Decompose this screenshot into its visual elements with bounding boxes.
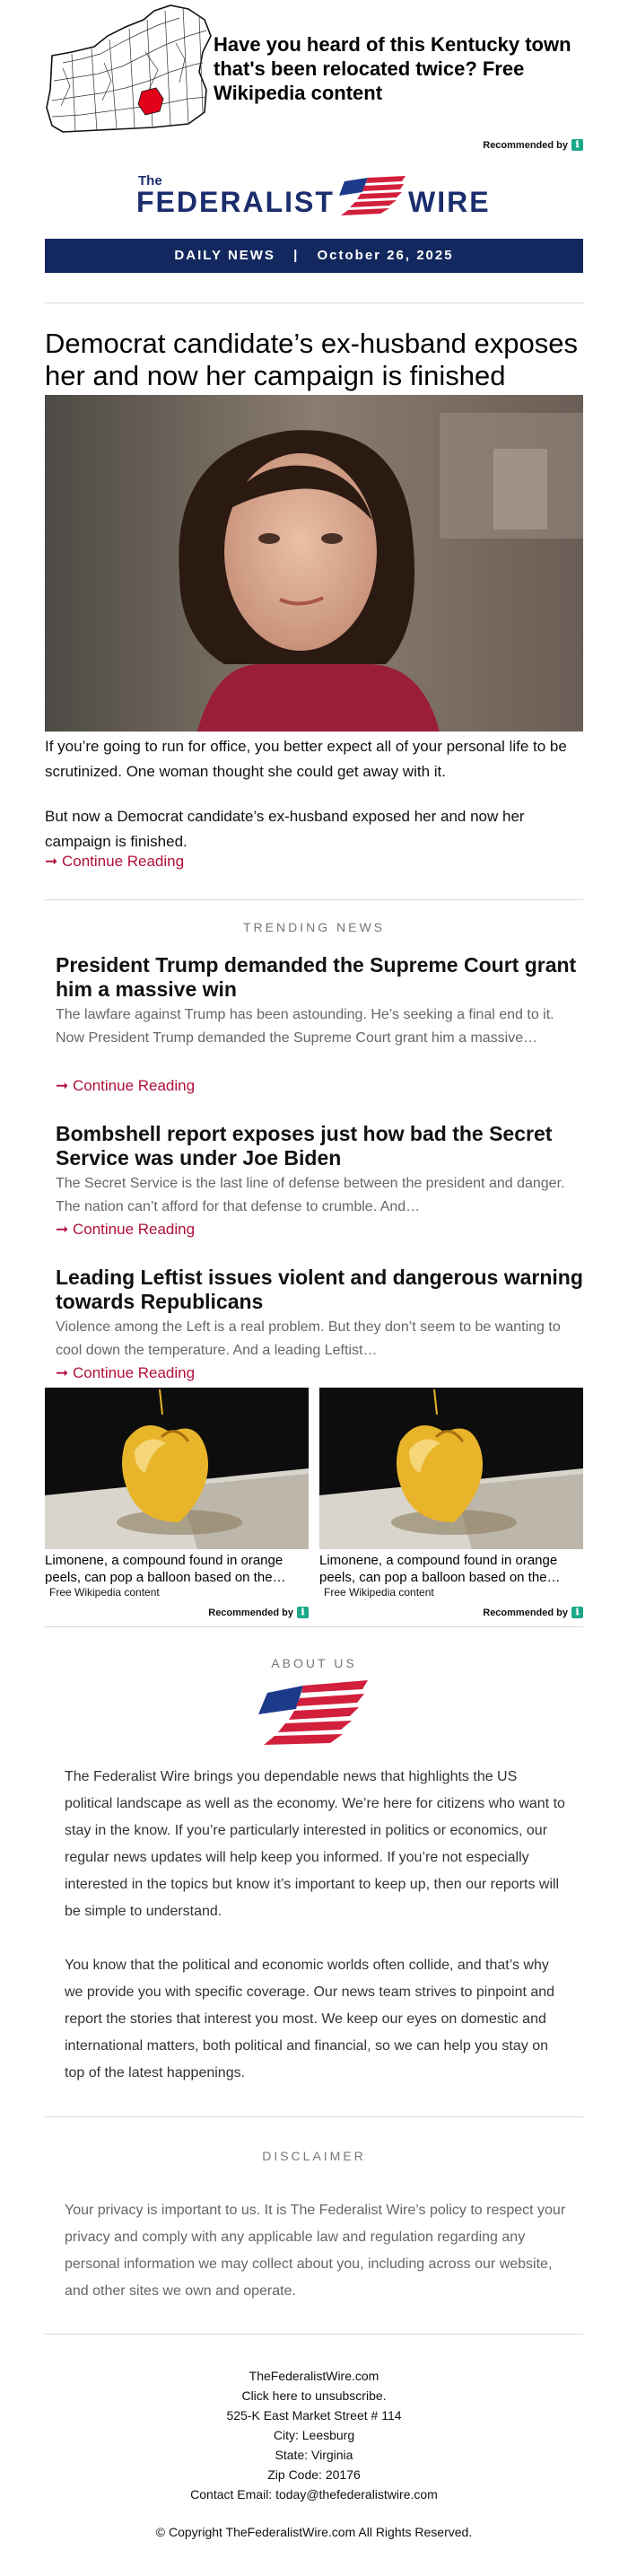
outbrain-icon: ℹ — [571, 139, 583, 151]
logo-wire: WIRE — [408, 186, 491, 218]
outbrain-icon: ℹ — [571, 1607, 583, 1618]
main-continue-link[interactable]: ➞ Continue Reading — [45, 853, 185, 870]
trending-title-1[interactable]: President Trump demanded the Supreme Court grant him a massive win — [56, 953, 577, 1001]
ad-caption[interactable]: Limonene, a compound found in orange peels, can pop a balloon based on the… — [319, 1553, 561, 1585]
main-headline[interactable]: Democrat candidate’s ex-husband exposes her and now her campaign is finished — [45, 328, 578, 391]
ad-headline[interactable]: Have you heard of this Kentucky town that's been relocated twice? Free Wikipedia content — [214, 33, 571, 104]
trending-continue-1[interactable]: ➞ Continue Reading — [56, 1077, 196, 1094]
main-story-para-2: But now a Democrat candidate’s ex-husband exposed her and now her campaign is finished. — [45, 808, 525, 850]
footer-state: State: Virginia — [275, 2448, 353, 2462]
recommended-by[interactable] — [483, 1607, 583, 1618]
footer-address: 525-K East Market Street # 114 — [226, 2408, 402, 2423]
divider — [45, 1626, 583, 1627]
outbrain-icon: ℹ — [297, 1607, 309, 1618]
about-para-2: You know that the political and economic worlds often collide, and that’s why we provide you with specific coverage. Our news team strives to pinpoint and report the stories that interest you most. We keep our eyes on domestic and international matters, both political and financial, so we can help you stay on top of the latest happenings. — [65, 1958, 555, 2081]
date-banner — [45, 239, 583, 273]
flag-icon — [339, 176, 407, 219]
copyright: © Copyright TheFederalistWire.com All Rights Reserved. — [155, 2525, 473, 2539]
trending-excerpt-1: The lawfare against Trump has been astounding. He’s seeking a final end to it. Now President Trump demanded the Supreme Court grant him a massive… — [56, 1007, 554, 1046]
divider — [45, 2334, 583, 2335]
footer-city: City: Leesburg — [273, 2428, 355, 2442]
ad-source: Free Wikipedia content — [324, 1586, 434, 1599]
divider — [45, 2116, 583, 2117]
ad-image-balloon[interactable] — [319, 1388, 583, 1549]
trending-excerpt-2: The Secret Service is the last line of defense between the president and danger. The nation can’t afford for that defense to crumble. And… — [56, 1176, 565, 1214]
recommended-label: Recommended by — [483, 1607, 568, 1618]
footer-zip: Zip Code: 20176 — [267, 2467, 361, 2482]
disclaimer-label: DISCLAIMER — [262, 2149, 366, 2163]
divider — [45, 302, 583, 303]
date-separator: | — [293, 248, 300, 263]
sponsored-ad-top[interactable] — [45, 0, 583, 151]
trending-continue-3[interactable]: ➞ Continue Reading — [56, 1364, 196, 1381]
ad-caption[interactable]: Limonene, a compound found in orange peels, can pop a balloon based on the… — [45, 1553, 286, 1585]
recommended-by[interactable] — [208, 1607, 309, 1618]
recommended-by[interactable] — [483, 139, 583, 151]
unsubscribe-link[interactable]: Click here to unsubscribe. — [241, 2388, 387, 2403]
ad-image-balloon[interactable] — [45, 1388, 309, 1549]
trending-title-2[interactable]: Bombshell report exposes just how bad the Secret Service was under Joe Biden — [56, 1122, 553, 1170]
about-para-1: The Federalist Wire brings you dependable news that highlights the US political landscape as well as the economy. We’re here for citizens who want to stay in the know. If you’re particularly interested in politics or economics, our regular news updates will help keep you informed. If you’re not especially interested in the topics but know it’s important to keep up, then our reports will be simple to understand. — [65, 1769, 565, 1919]
main-story-para-1: If you’re going to run for office, you better expect all of your personal life to be scrutinized. One woman thought she could get away with it. — [45, 738, 567, 780]
sponsored-ad-card[interactable] — [319, 1388, 583, 1623]
site-logo[interactable] — [135, 171, 493, 224]
trending-title-3[interactable]: Leading Leftist issues violent and dangerous warning towards Republicans — [56, 1266, 583, 1313]
issue-date: October 26, 2025 — [317, 248, 454, 263]
sponsored-ad-card[interactable] — [45, 1388, 309, 1623]
daily-news-label: DAILY NEWS — [174, 248, 275, 263]
about-label: ABOUT US — [271, 1656, 357, 1670]
trending-label: TRENDING NEWS — [243, 920, 385, 934]
ad-source: Free Wikipedia content — [49, 1586, 160, 1599]
recommended-label: Recommended by — [483, 139, 568, 151]
trending-continue-2[interactable]: ➞ Continue Reading — [56, 1221, 196, 1238]
logo-the: The — [138, 173, 162, 188]
main-story-image[interactable] — [45, 395, 583, 732]
footer-email[interactable]: Contact Email: today@thefederalistwire.com — [190, 2487, 438, 2502]
divider — [45, 899, 583, 900]
disclaimer-text: Your privacy is important to us. It is The Federalist Wire’s policy to respect your privacy and comply with any applicable law and regulation regarding any personal information we may collect about you, including across our website, and other sites we own and operate. — [65, 2203, 566, 2299]
logo-federalist: FEDERALIST — [136, 186, 335, 218]
flag-logo-icon — [258, 1680, 370, 1752]
footer-site-link[interactable]: TheFederalistWire.com — [249, 2369, 379, 2383]
kentucky-map-image[interactable] — [45, 0, 215, 135]
recommended-label: Recommended by — [208, 1607, 293, 1618]
trending-excerpt-3: Violence among the Left is a real problem. But they don’t seem to be wanting to cool down the temperature. And a leading Leftist… — [56, 1319, 561, 1358]
